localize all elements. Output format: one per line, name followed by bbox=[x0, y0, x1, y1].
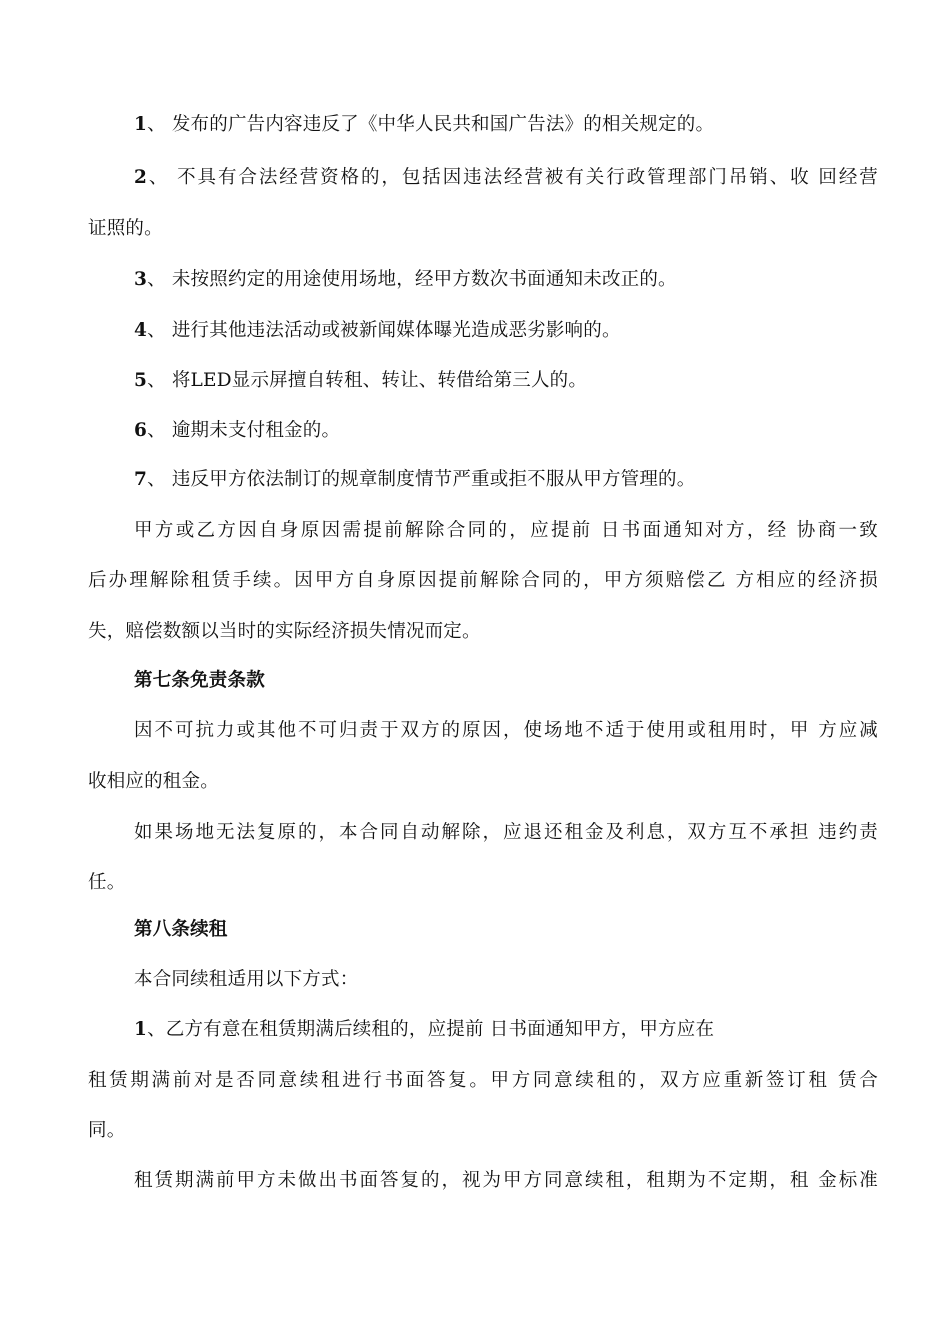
item-number: 2 bbox=[134, 167, 148, 188]
paragraph-text: 失，赔偿数额以当时的实际经济损失情况而定。 bbox=[88, 621, 481, 642]
item-text: 、 将LED显示屏擅自转租、转让、转借给第三人的。 bbox=[147, 370, 588, 391]
item-text: 、 不具有合法经营资格的，包括因违法经营被有关行政管理部门吊销、收 回经营 bbox=[147, 167, 878, 188]
paragraph-force-majeure-line-2 bbox=[88, 769, 878, 795]
paragraph-text: 任。 bbox=[88, 872, 126, 893]
item-text: 、乙方有意在租赁期满后续租的，应提前 日书面通知甲方，甲方应在 bbox=[147, 1019, 715, 1040]
paragraph-restoration-line-1 bbox=[134, 820, 878, 846]
paragraph-text: 甲方或乙方因自身原因需提前解除合同的，应提前 日书面通知对方，经 协商一致 bbox=[134, 520, 878, 541]
paragraph-termination-line-3 bbox=[88, 619, 878, 645]
paragraph-text: 后办理解除租赁手续。因甲方自身原因提前解除合同的，甲方须赔偿乙 方相应的经济损 bbox=[88, 570, 878, 591]
item-text: 、 进行其他违法活动或被新闻媒体曝光造成恶劣影响的。 bbox=[147, 320, 621, 341]
renewal-item-1 bbox=[134, 1017, 878, 1043]
paragraph-no-reply bbox=[134, 1168, 878, 1194]
item-text: 、 发布的广告内容违反了《中华人民共和国广告法》的相关规定的。 bbox=[147, 114, 715, 135]
paragraph-text: 收相应的租金。 bbox=[88, 771, 219, 792]
clause-item-4 bbox=[134, 318, 878, 344]
item-number: 4 bbox=[134, 320, 148, 341]
item-text: 租赁期满前对是否同意续租进行书面答复。甲方同意续租的，双方应重新签订租 赁合 bbox=[88, 1070, 878, 1091]
item-text: 、 逾期未支付租金的。 bbox=[147, 420, 341, 441]
paragraph-restoration-line-2 bbox=[88, 870, 878, 896]
clause-item-3 bbox=[134, 267, 878, 293]
item-text: 、 违反甲方依法制订的规章制度情节严重或拒不服从甲方管理的。 bbox=[147, 469, 696, 490]
item-text: 、 未按照约定的用途使用场地，经甲方数次书面通知未改正的。 bbox=[147, 269, 677, 290]
clause-item-6 bbox=[134, 418, 878, 444]
item-number: 5 bbox=[134, 370, 148, 391]
item-text: 证照的。 bbox=[88, 218, 163, 239]
paragraph-text: 因不可抗力或其他不可归责于双方的原因，使场地不适于使用或租用时，甲 方应减 bbox=[134, 720, 878, 741]
paragraph-text: 如果场地无法复原的，本合同自动解除，应退还租金及利息，双方互不承担 违约责 bbox=[134, 822, 878, 843]
paragraph-force-majeure-line-1 bbox=[134, 718, 878, 744]
heading-text: 第八条续租 bbox=[134, 919, 228, 940]
renewal-item-1-continued bbox=[88, 1068, 878, 1094]
paragraph-text: 本合同续租适用以下方式： bbox=[134, 969, 359, 990]
clause-item-1 bbox=[134, 112, 878, 138]
clause-item-7 bbox=[134, 467, 878, 493]
clause-item-2-continued bbox=[88, 216, 878, 242]
renewal-item-1-end bbox=[88, 1118, 878, 1144]
section-heading-article-7 bbox=[134, 668, 878, 694]
paragraph-termination-line-2 bbox=[88, 568, 878, 594]
item-text: 同。 bbox=[88, 1120, 126, 1141]
clause-item-2 bbox=[134, 165, 878, 191]
clause-item-5 bbox=[134, 368, 878, 394]
item-number: 6 bbox=[134, 420, 148, 441]
item-number: 7 bbox=[134, 469, 148, 490]
item-number: 3 bbox=[134, 269, 148, 290]
paragraph-termination-line-1 bbox=[134, 518, 878, 544]
item-number: 1 bbox=[134, 1019, 148, 1040]
paragraph-renewal-intro bbox=[134, 967, 878, 993]
item-number: 1 bbox=[134, 114, 148, 135]
section-heading-article-8 bbox=[134, 917, 878, 943]
heading-text: 第七条免责条款 bbox=[134, 670, 265, 691]
paragraph-text: 租赁期满前甲方未做出书面答复的，视为甲方同意续租，租期为不定期，租 金标准 bbox=[134, 1170, 878, 1191]
